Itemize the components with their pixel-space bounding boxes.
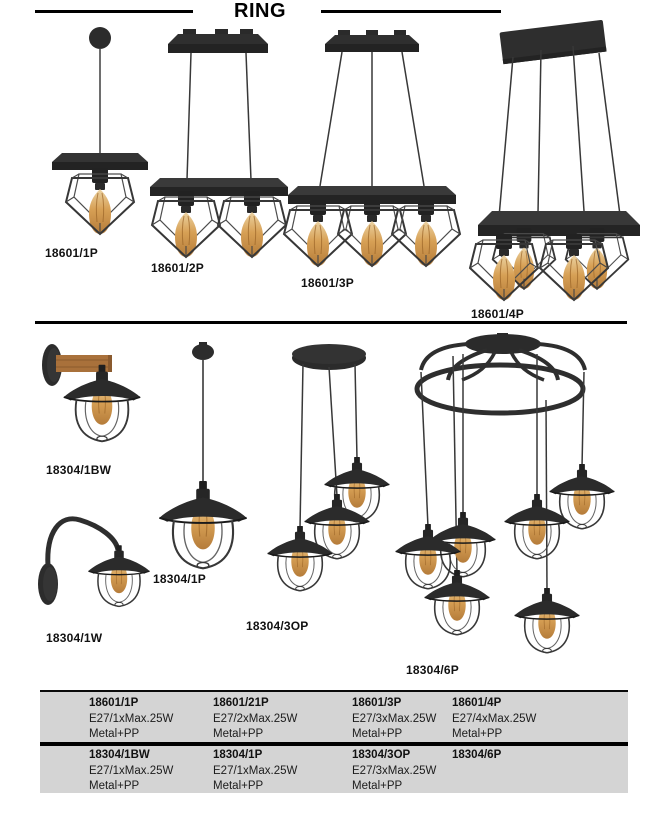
spec-cell [303, 696, 437, 742]
product-18304-1bw [42, 344, 140, 441]
page-title: RING [234, 0, 286, 22]
table-row-separator [40, 742, 628, 746]
spec-model: 18601/1P [89, 697, 139, 709]
spec-wattage: E27/4xMax.25W [452, 713, 537, 725]
spec-wattage: E27/1xMax.25W [213, 765, 298, 777]
product-18304-3op [268, 344, 390, 591]
spec-table [40, 690, 628, 793]
spec-model: 18304/6P [452, 749, 502, 761]
spec-cell [164, 696, 303, 742]
product-label-18304-3op: 18304/3OP [246, 619, 309, 633]
spec-material: Metal+PP [352, 728, 403, 740]
product-label-18304-1w: 18304/1W [46, 631, 103, 645]
spec-model: 18304/1BW [89, 749, 150, 761]
spec-wattage: E27/3xMax.25W [352, 713, 437, 725]
product-label-18601-4p: 18601/4P [471, 307, 524, 321]
spec-model: 18601/3P [352, 697, 402, 709]
product-18601-4p [470, 20, 640, 300]
product-label-18601-3p: 18601/3P [301, 276, 354, 290]
product-18304-1w [38, 519, 150, 607]
product-18601-1p [52, 27, 148, 234]
product-label-18304-1bw: 18304/1BW [46, 463, 112, 477]
spec-cell [40, 748, 174, 794]
spec-material: Metal+PP [213, 780, 264, 792]
spec-cell [303, 748, 437, 794]
spec-material: Metal+PP [352, 780, 403, 792]
section-divider [35, 321, 627, 324]
product-18601-2p [150, 29, 288, 257]
spec-material: Metal+PP [89, 780, 140, 792]
spec-cell [403, 748, 628, 794]
spec-model: 18304/3OP [352, 749, 411, 761]
spec-cell [40, 696, 174, 742]
spec-wattage: E27/2xMax.25W [213, 713, 298, 725]
product-label-18304-6p: 18304/6P [406, 663, 459, 677]
spec-cell [164, 748, 303, 794]
spec-model: 18601/4P [452, 697, 502, 709]
spec-model: 18601/21P [213, 697, 269, 709]
spec-material: Metal+PP [89, 728, 140, 740]
spec-cell [403, 696, 628, 742]
product-18304-6p [396, 333, 615, 653]
product-18601-3p [284, 30, 460, 266]
spec-material: Metal+PP [452, 728, 503, 740]
product-label-18601-1p: 18601/1P [45, 246, 98, 260]
spec-wattage: E27/1xMax.25W [89, 713, 174, 725]
product-18304-1p [159, 342, 246, 568]
spec-model: 18304/1P [213, 749, 263, 761]
spec-table-row [40, 748, 628, 794]
spec-material: Metal+PP [213, 728, 264, 740]
spec-wattage: E27/3xMax.25W [352, 765, 437, 777]
spec-wattage: E27/1xMax.25W [89, 765, 174, 777]
spec-table-row [40, 696, 628, 742]
product-label-18304-1p: 18304/1P [153, 572, 206, 586]
product-label-18601-2p: 18601/2P [151, 261, 204, 275]
